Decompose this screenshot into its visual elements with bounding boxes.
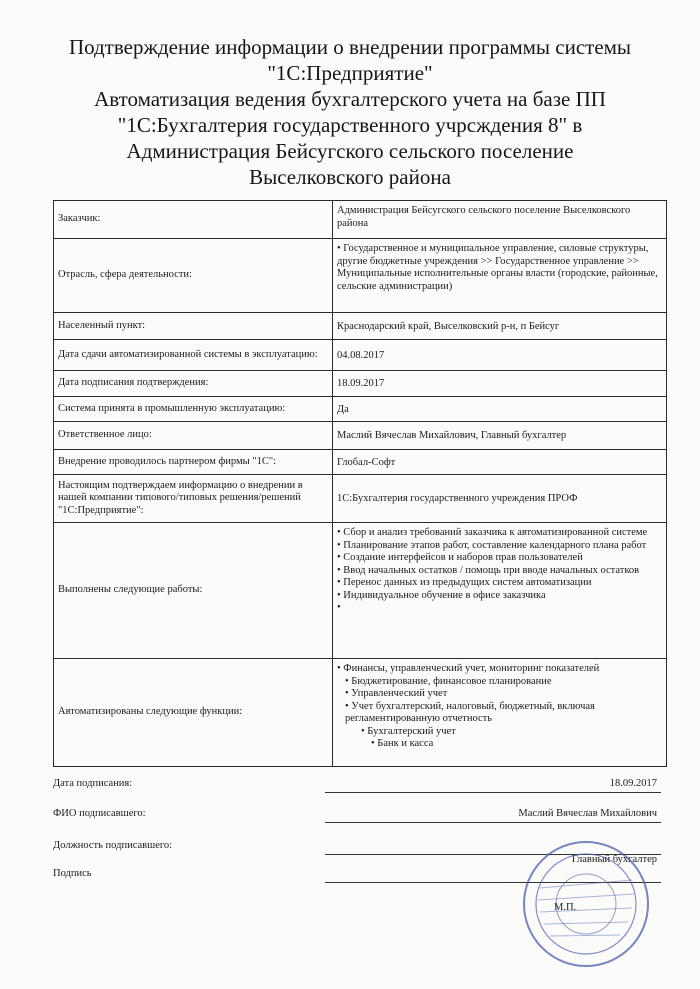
list-item: • Бюджетирование, финансовое планирование bbox=[345, 675, 552, 687]
table-row bbox=[54, 475, 667, 523]
delivery-date-value: 04.08.2017 bbox=[333, 340, 667, 371]
seal-stamp-icon bbox=[520, 838, 652, 970]
functions-list bbox=[333, 659, 667, 767]
signer-name-label: ФИО подписавшего: bbox=[53, 808, 146, 819]
signer-name-line bbox=[325, 822, 661, 823]
list-item: • Банк и касса bbox=[371, 738, 434, 749]
confirmation-table bbox=[53, 200, 667, 767]
document-title bbox=[30, 34, 670, 190]
signing-date-value: 18.09.2017 bbox=[333, 371, 667, 397]
signature-label: Подпись bbox=[53, 868, 92, 879]
list-item: • Перенос данных из предыдущих систем автоматизации bbox=[337, 577, 592, 588]
accepted-value: Да bbox=[333, 397, 667, 422]
table-row bbox=[54, 422, 667, 450]
locality-label: Населенный пункт: bbox=[54, 313, 333, 340]
solution-value: 1С:Бухгалтерия государственного учреждения ПРОФ bbox=[333, 475, 667, 523]
signature-date-label: Дата подписания: bbox=[53, 778, 133, 789]
industry-label: Отрасль, сфера деятельности: bbox=[54, 239, 333, 313]
signer-position-value: Главный бухгалтер bbox=[571, 854, 657, 865]
signature-date-line bbox=[325, 792, 661, 793]
customer-label: Заказчик: bbox=[54, 201, 333, 239]
table-row bbox=[54, 523, 667, 659]
title-line: Администрация Бейсугского сельского поселение bbox=[126, 139, 574, 163]
title-line: Автоматизация ведения бухгалтерского учета на базе ПП bbox=[94, 87, 606, 111]
table-row bbox=[54, 397, 667, 422]
industry-value: • Государственное и муниципальное управление, силовые структуры, другие бюджетные учреждения >> Государственное управление >> Муниципальные исполнительные органы власти (городские, районные, сельские администрации) bbox=[333, 239, 667, 313]
list-item: • bbox=[337, 602, 341, 613]
table-row bbox=[54, 239, 667, 313]
functions-label: Автоматизированы следующие функции: bbox=[54, 659, 333, 767]
partner-label: Внедрение проводилось партнером фирмы "1С": bbox=[54, 450, 333, 475]
works-list bbox=[333, 523, 667, 659]
signing-date-label: Дата подписания подтверждения: bbox=[54, 371, 333, 397]
works-label: Выполнены следующие работы: bbox=[54, 523, 333, 659]
responsible-label: Ответственное лицо: bbox=[54, 422, 333, 450]
title-line: Выселковского района bbox=[249, 165, 451, 189]
list-item: • Управленческий учет bbox=[345, 688, 448, 699]
signer-name-value: Маслий Вячеслав Михайлович bbox=[518, 808, 657, 819]
list-item: • Планирование этапов работ, составление календарного плана работ bbox=[337, 539, 647, 551]
title-line: Подтверждение информации о внедрении программы системы bbox=[68, 35, 632, 59]
seal-mark: М.П. bbox=[554, 902, 577, 913]
customer-value: Администрация Бейсугского сельского поселение Выселковского района bbox=[333, 201, 667, 239]
title-line: "1С:Предприятие" bbox=[267, 61, 433, 85]
signature-date-value: 18.09.2017 bbox=[609, 778, 657, 789]
table-row bbox=[54, 313, 667, 340]
table-row bbox=[54, 659, 667, 767]
list-item: • Индивидуальное обучение в офисе заказчика bbox=[337, 589, 546, 601]
list-item: • Создание интерфейсов и наборов прав пользователей bbox=[337, 552, 583, 563]
list-item: • Сбор и анализ требований заказчика к автоматизированной системе bbox=[337, 527, 648, 538]
delivery-date-label: Дата сдачи автоматизированной системы в эксплуатацию: bbox=[54, 340, 333, 371]
table-row bbox=[54, 371, 667, 397]
accepted-label: Система принята в промышленную эксплуатацию: bbox=[54, 397, 333, 422]
locality-value: Краснодарский край, Выселковский р-н, п Бейсуг bbox=[333, 313, 667, 340]
list-item: • Бухгалтерский учет bbox=[361, 725, 456, 737]
list-item: • Учет бухгалтерский, налоговый, бюджетный, включая регламентированную отчетность bbox=[345, 700, 595, 724]
solution-label: Настоящим подтверждаем информацию о внедрении в нашей компании типового/типовых решения/решений "1С:Предприятие": bbox=[54, 475, 333, 523]
list-item: • Финансы, управленческий учет, мониторинг показателей bbox=[337, 663, 600, 674]
list-item: • Ввод начальных остатков / помощь при вводе начальных остатков bbox=[337, 564, 640, 576]
title-line: "1С:Бухгалтерия государственного учрсждения 8" в bbox=[117, 113, 583, 137]
partner-value: Глобал-Софт bbox=[333, 450, 667, 475]
table-row bbox=[54, 340, 667, 371]
table-row bbox=[54, 450, 667, 475]
responsible-value: Маслий Вячеслав Михайлович, Главный бухгалтер bbox=[333, 422, 667, 450]
signer-position-label: Должность подписавшего: bbox=[53, 840, 173, 851]
table-row bbox=[54, 201, 667, 239]
